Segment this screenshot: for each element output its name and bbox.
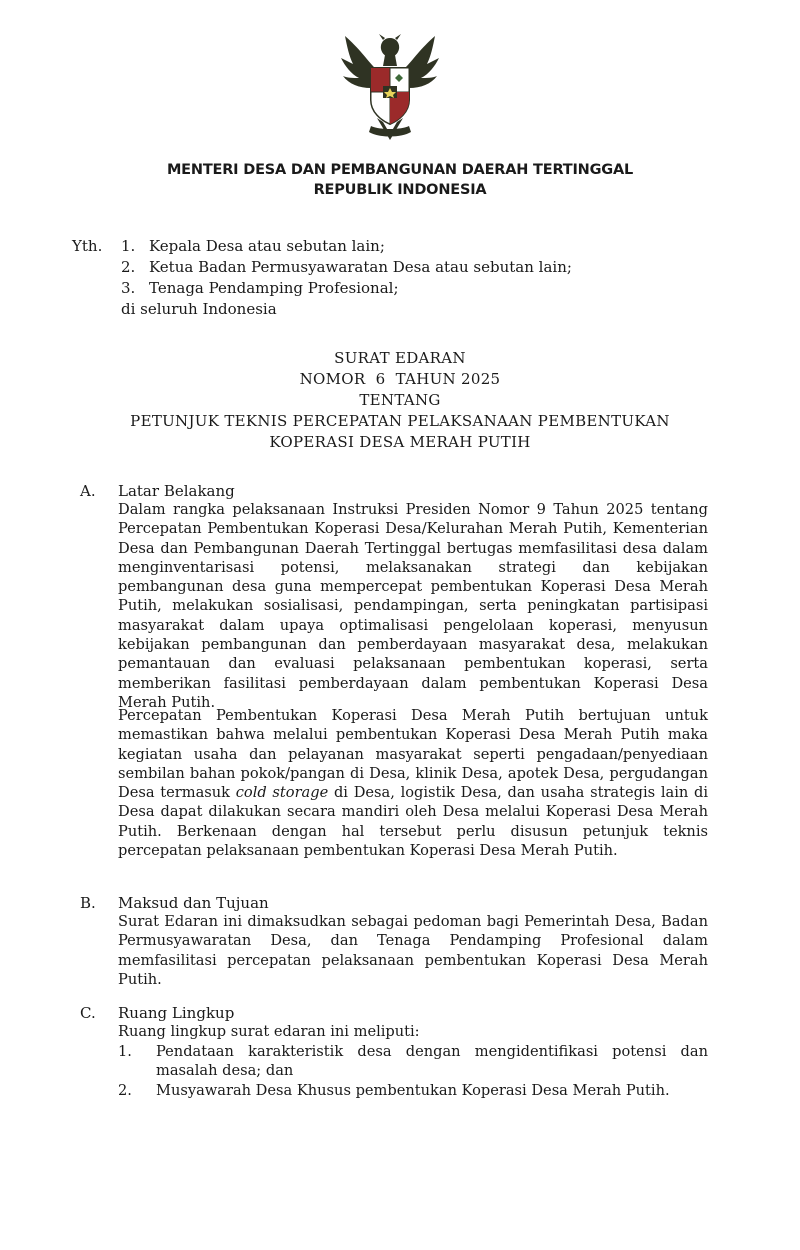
section-c-title: Ruang Lingkup [118,1004,235,1022]
section-c-letter: C. [80,1004,96,1022]
country-title: REPUBLIK INDONESIA [313,182,487,198]
minister-title: MENTERI DESA DAN PEMBANGUNAN DAERAH TERTINGGAL [166,162,634,178]
section-b-letter: B. [80,894,96,912]
section-b-paragraph: Surat Edaran ini dimaksudkan sebagai pedoman bagi Pemerintah Desa, Badan Permusyawaratan Desa, dan Tenaga Pendamping Profesional dalam memfasilitasi percepatan pelaksanaan pembentukan Koperasi Desa Merah Putih. [118,913,708,988]
doc-type: SURAT EDARAN [334,349,466,367]
doc-number: NOMOR 6 TAHUN 2025 [299,370,501,388]
garuda-emblem-icon [335,30,445,150]
doc-about: TENTANG [359,391,441,409]
section-a-paragraph-1: Dalam rangka pelaksanaan Instruksi Presiden Nomor 9 Tahun 2025 tentang Percepatan Pembentukan Koperasi Desa/Kelurahan Merah Putih, Kementerian Desa dan Pembangunan Daerah Tertinggal bertugas memfasilitasi desa dalam menginventarisasi potensi, melaksanakan strategi dan kebijakan pembangunan desa guna mempercepat pembentukan Koperasi Desa Merah Putih, melakukan sosialisasi, pendampingan, serta peningkatan partisipasi masyarakat dalam upaya optimalisasi pengelolaan koperasi, menyusun kebijakan pembangunan dan pemberdayaan masyarakat desa, melakukan pemantauan dan evaluasi pelaksanaan pembentukan koperasi, serta memberikan fasilitasi pemberdayaan dalam pembentukan Koperasi Desa Merah Putih. [118,501,708,711]
addressee-list [121,236,572,320]
list-item: 1. Kepala Desa atau sebutan lain; [121,237,385,255]
addressee-location: di seluruh Indonesia [121,300,277,318]
section-a-title: Latar Belakang [118,482,235,500]
section-b-title: Maksud dan Tujuan [118,894,269,912]
list-item: 2. Ketua Badan Permusyawaratan Desa atau sebutan lain; [121,258,572,276]
section-a-paragraph-2: Percepatan Pembentukan Koperasi Desa Merah Putih bertujuan untuk memastikan bahwa melalui pembentukan Koperasi Desa Merah Putih maka kegiatan usaha dan pelayanan masyarakat seperti pengadaan/penyediaan sembilan bahan pokok/pangan di Desa, klinik Desa, apotek Desa, pergudangan Desa termasuk cold storage di Desa, logistik Desa, dan usaha strategis lain di Desa dapat dilakukan secara mandiri oleh Desa melalui Koperasi Desa Merah Putih. Berkenaan dengan hal tersebut perlu disusun petunjuk teknis percepatan pelaksanaan pembentukan Koperasi Desa Merah Putih. [118,707,709,860]
section-c-list [118,1042,708,1100]
section-c-intro: Ruang lingkup surat edaran ini meliputi: [118,1023,420,1040]
list-item: 3. Tenaga Pendamping Profesional; [121,279,399,297]
list-item: 1. Pendataan karakteristik desa dengan mengidentifikasi potensi dan masalah desa; dan [118,1043,708,1080]
section-a-letter: A. [80,482,96,500]
doc-subject-line2: KOPERASI DESA MERAH PUTIH [269,433,531,451]
document-title [0,348,800,453]
addressee-label: Yth. [72,237,103,255]
list-item: 2. Musyawarah Desa Khusus pembentukan Koperasi Desa Merah Putih. [118,1081,670,1099]
doc-subject-line1: PETUNJUK TEKNIS PERCEPATAN PELAKSANAAN PEMBENTUKAN [130,412,670,430]
